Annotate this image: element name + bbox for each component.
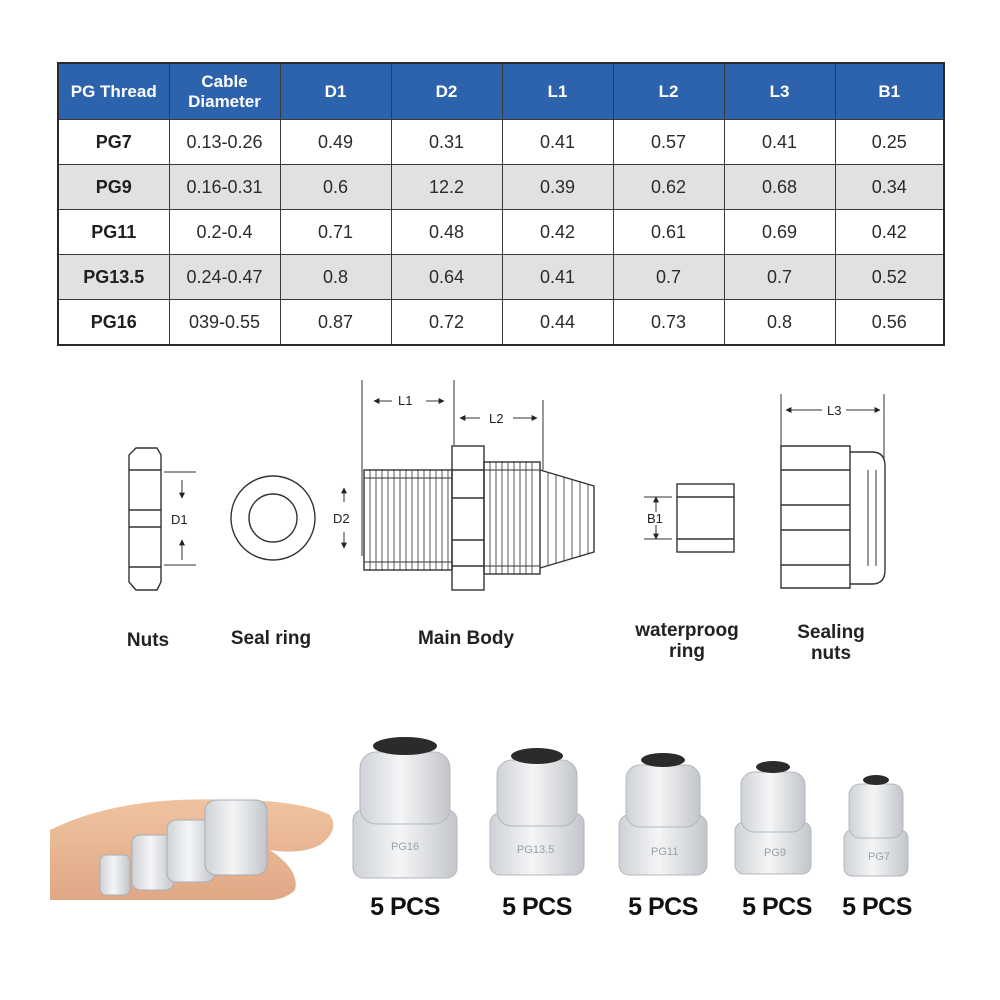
table-cell: 0.49 [280,120,391,165]
gland-pg7-image [844,775,908,876]
dim-d2-label: D2 [333,511,350,526]
header-d1: D1 [280,63,391,120]
label-nuts: Nuts [126,630,170,651]
table-cell: 12.2 [391,165,502,210]
dim-l2-label: L2 [489,411,504,426]
table-row [58,255,944,300]
table-cell: 0.7 [613,255,724,300]
table-cell: 0.73 [613,300,724,346]
gland-pg7-size-label: PG7 [868,851,891,863]
gland-pg9-size-label: PG9 [764,847,787,859]
table-cell: 0.41 [724,120,835,165]
gland-pg13-5-image [490,748,584,875]
spec-table [57,62,945,346]
table-cell: 0.42 [835,210,944,255]
table-cell: 0.48 [391,210,502,255]
header-pg-thread: PG Thread [58,63,169,120]
qty-label-pg16: 5 PCS [370,893,440,921]
label-seal-ring: Seal ring [230,628,312,649]
header-l2: L2 [613,63,724,120]
hand-photo [50,790,335,900]
table-cell: PG11 [58,210,169,255]
table-cell: 0.41 [502,120,613,165]
header-l3: L3 [724,63,835,120]
table-cell: 0.34 [835,165,944,210]
label-sealing-nuts-line2: nuts [810,643,852,664]
dim-b1-label: B1 [647,511,663,526]
table-cell: PG9 [58,165,169,210]
table-cell: 0.8 [280,255,391,300]
table-cell: 0.71 [280,210,391,255]
table-cell: 0.25 [835,120,944,165]
table-cell: 0.8 [724,300,835,346]
qty-label-pg13-5: 5 PCS [502,893,572,921]
table-cell: 0.13-0.26 [169,120,280,165]
seal-ring-drawing [231,476,315,560]
table-cell: 0.6 [280,165,391,210]
table-cell: 0.7 [724,255,835,300]
table-cell: 0.39 [502,165,613,210]
gland-pg11-image [619,753,707,875]
gland-pg11-size-label: PG11 [651,846,679,858]
label-sealing-nuts-line1: Sealing [797,622,865,643]
header-cable-diameter [169,63,280,120]
dim-l1-label: L1 [398,393,413,408]
table-cell: 0.87 [280,300,391,346]
gland-pg9-image [735,761,811,874]
table-cell: 0.62 [613,165,724,210]
main-body-drawing [344,380,594,590]
dim-l3-label: L3 [827,403,842,418]
header-d2: D2 [391,63,502,120]
table-cell: 0.64 [391,255,502,300]
header-cable-diameter-text: Cable Diameter [188,71,261,111]
table-row [58,210,944,255]
label-waterproof-ring-line2: ring [669,641,705,662]
dim-d1-label: D1 [171,512,188,527]
table-cell: 0.61 [613,210,724,255]
table-cell: 0.41 [502,255,613,300]
label-sealing-nuts [786,622,876,664]
table-cell: 0.57 [613,120,724,165]
table-cell: 039-0.55 [169,300,280,346]
qty-label-pg11: 5 PCS [628,893,698,921]
label-waterproof-ring [622,620,752,662]
label-main-body: Main Body [417,628,515,649]
table-cell: 0.42 [502,210,613,255]
table-cell: 0.16-0.31 [169,165,280,210]
table-cell: PG16 [58,300,169,346]
table-cell: 0.68 [724,165,835,210]
table-cell: PG13.5 [58,255,169,300]
sealing-nut-drawing [781,394,885,588]
header-b1: B1 [835,63,944,120]
header-l1: L1 [502,63,613,120]
qty-label-pg9: 5 PCS [742,893,812,921]
table-cell: 0.52 [835,255,944,300]
table-cell: 0.31 [391,120,502,165]
gland-pg13-5-size-label: PG13.5 [517,844,555,856]
gland-pg16-size-label: PG16 [391,841,420,853]
table-row [58,120,944,165]
table-row [58,300,944,346]
table-row [58,165,944,210]
table-header-row [58,63,944,120]
table-cell: 0.24-0.47 [169,255,280,300]
table-cell: 0.72 [391,300,502,346]
table-cell: 0.56 [835,300,944,346]
exploded-diagram [0,370,1000,620]
table-cell: PG7 [58,120,169,165]
table-cell: 0.69 [724,210,835,255]
gland-pg16-image [353,737,457,878]
table-cell: 0.44 [502,300,613,346]
table-cell: 0.2-0.4 [169,210,280,255]
label-waterproof-ring-line1: waterproog [635,620,739,641]
qty-label-pg7: 5 PCS [842,893,912,921]
product-photos [0,700,1000,900]
